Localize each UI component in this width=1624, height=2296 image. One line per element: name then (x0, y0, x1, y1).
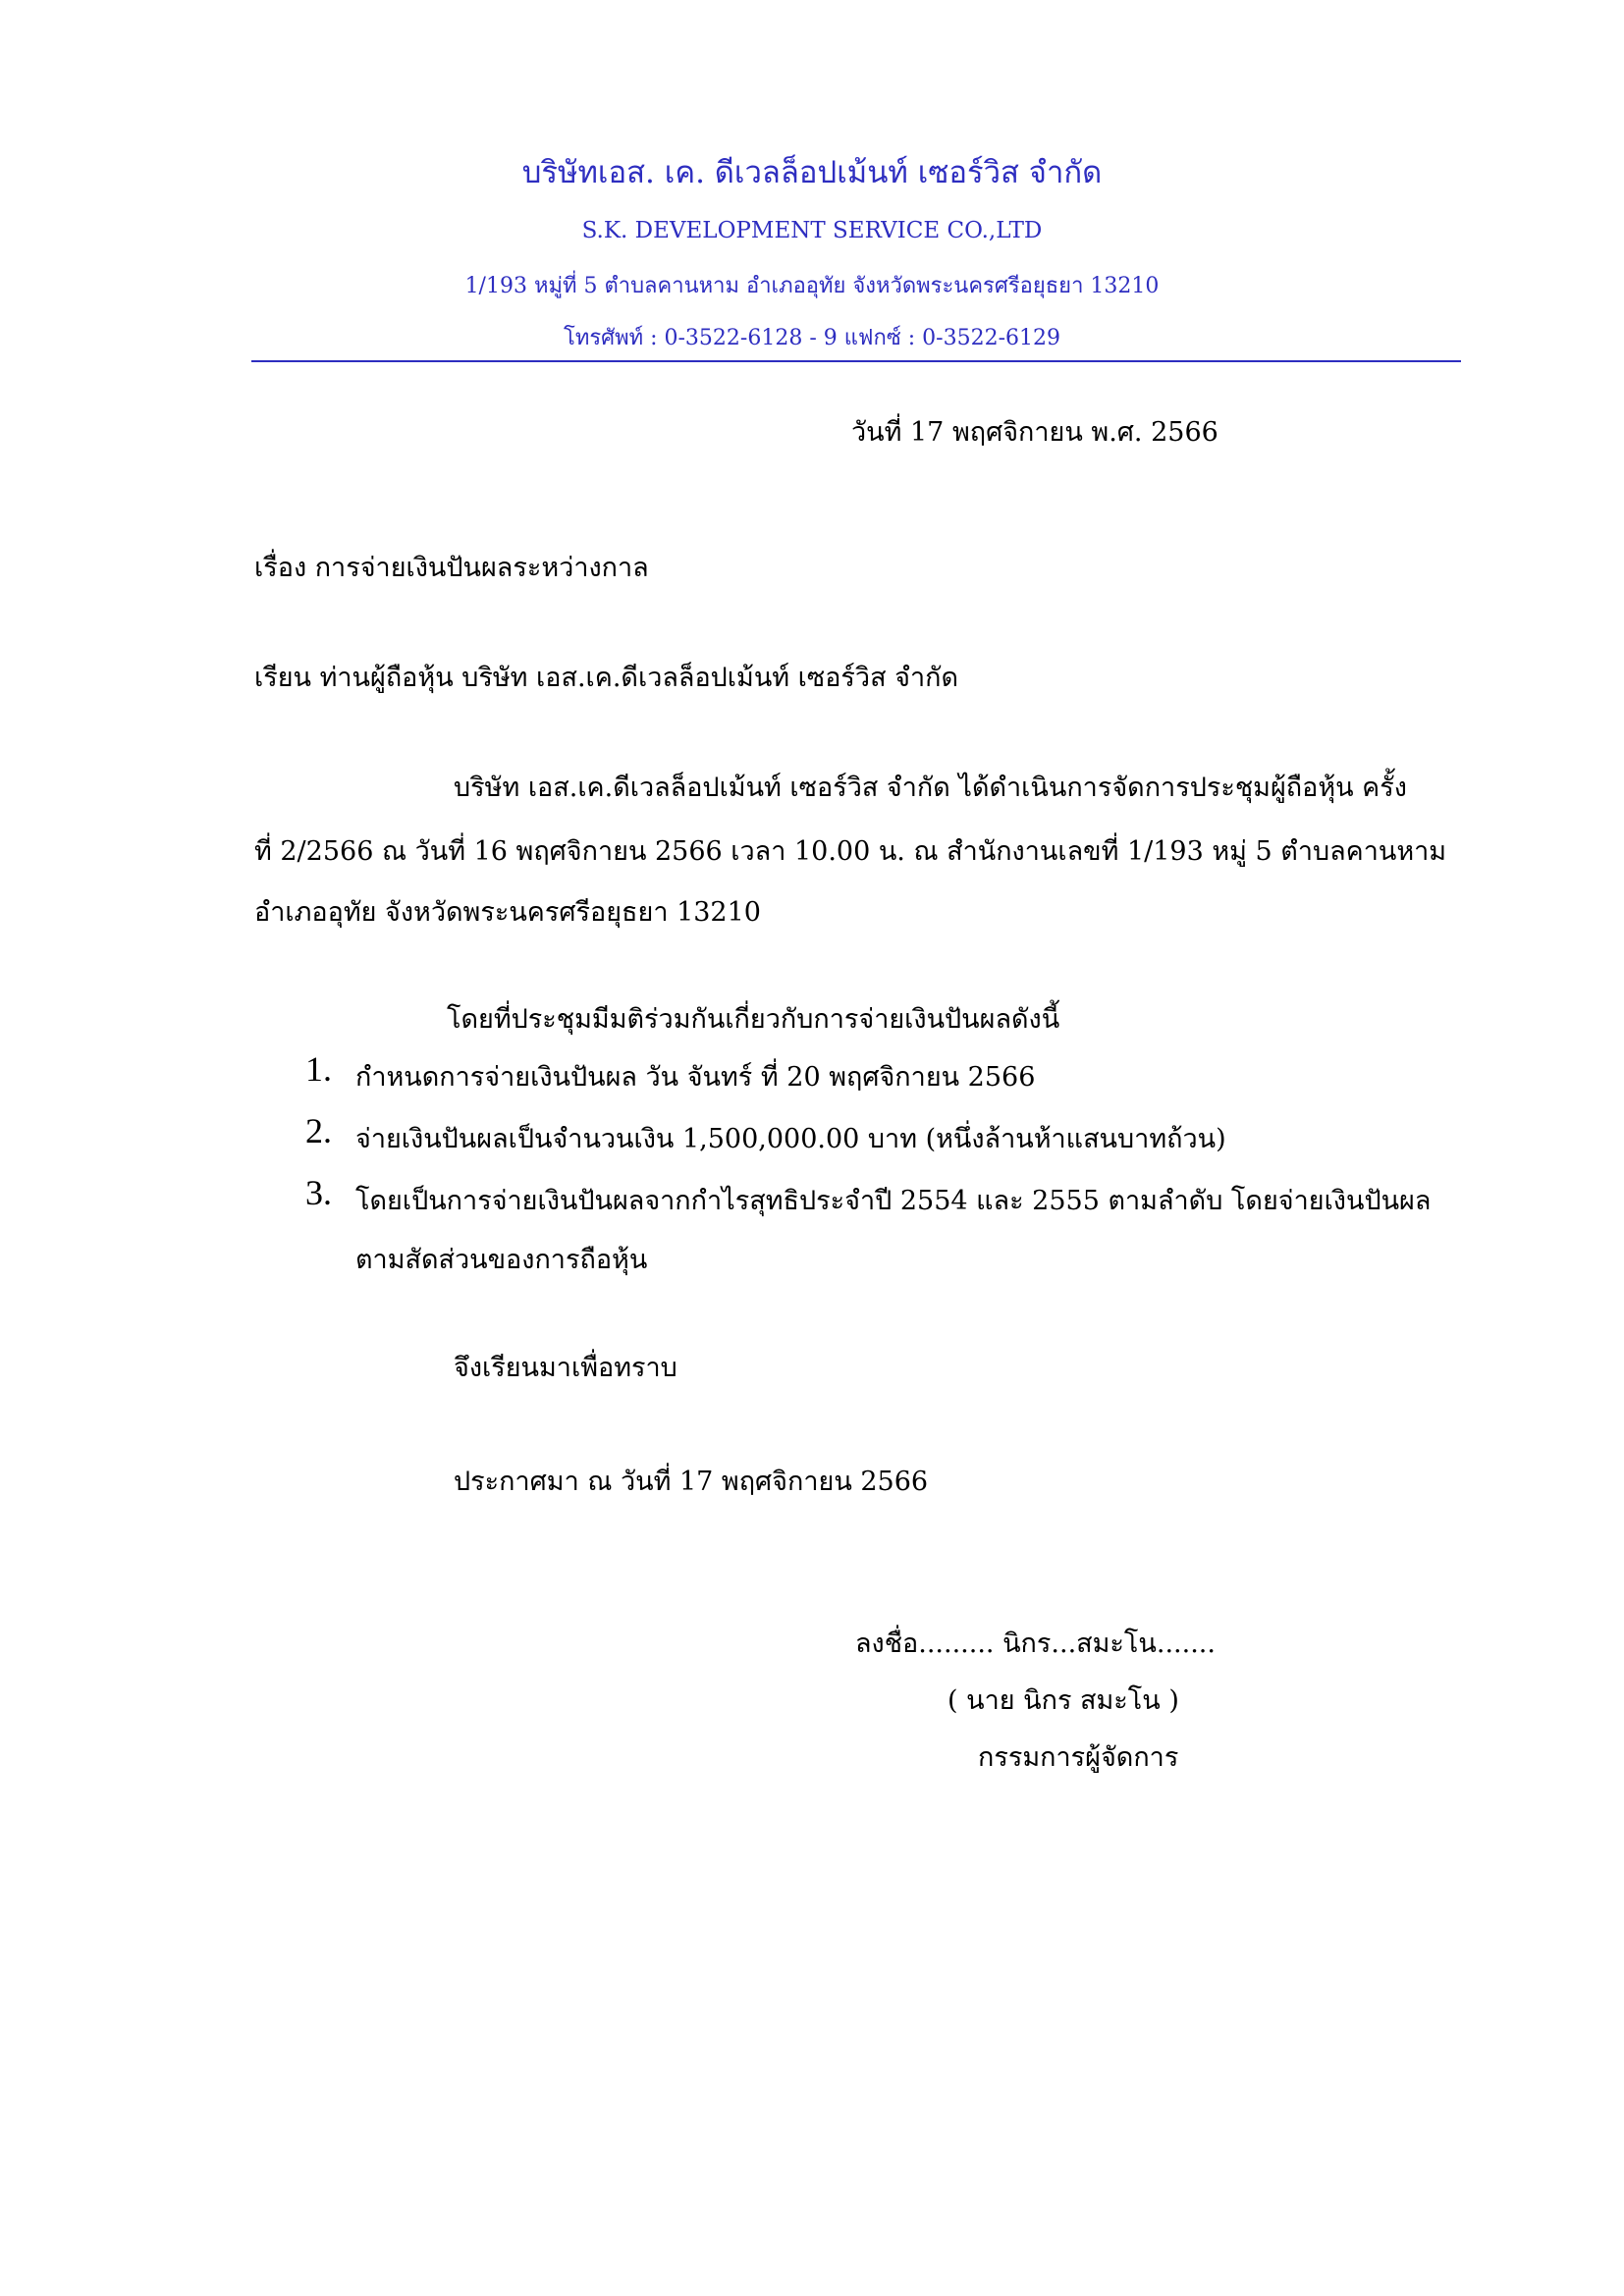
letter-closing: จึงเรียนมาเพื่อทราบ (454, 1353, 677, 1383)
list-item-text: จ่ายเงินปันผลเป็นจำนวนเงิน 1,500,000.00 บาท (หนึ่งล้านห้าแสนบาทถ้วน) (355, 1124, 1226, 1154)
company-name-english: S.K. DEVELOPMENT SERVICE CO.,LTD (581, 218, 1043, 243)
signature-line: ลงชื่อ......... นิกร...สมะโน....... (855, 1629, 1216, 1659)
body-paragraph-line: ที่ 2/2566 ณ วันที่ 16 พฤศจิกายน 2566 เวลา 10.00 น. ณ สำนักงานเลขที่ 1/193 หมู่ 5 ตำบลคานหาม (254, 836, 1447, 867)
list-item-number: 2. (305, 1111, 332, 1150)
list-item-text: โดยเป็นการจ่ายเงินปันผลจากกำไรสุทธิประจำปี 2554 และ 2555 ตามลำดับ โดยจ่ายเงินปันผล (355, 1186, 1432, 1216)
letter-salutation: เรียน ท่านผู้ถือหุ้น บริษัท เอส.เค.ดีเวลล็อปเม้นท์ เซอร์วิส จำกัด (254, 663, 959, 693)
letter-subject: เรื่อง การจ่ายเงินปันผลระหว่างกาล (254, 553, 649, 583)
resolution-intro: โดยที่ประชุมมีมติร่วมกันเกี่ยวกับการจ่ายเงินปันผลดังนี้ (447, 1004, 1060, 1035)
list-item-number: 3. (305, 1173, 332, 1212)
list-item-number: 1. (305, 1049, 332, 1089)
list-item-text: กำหนดการจ่ายเงินปันผล วัน จันทร์ ที่ 20 พฤศจิกายน 2566 (355, 1062, 1036, 1093)
company-address: 1/193 หมู่ที่ 5 ตำบลคานหาม อำเภออุทัย จังหวัดพระนครศรีอยุธยา 13210 (464, 274, 1160, 298)
company-name-thai: บริษัทเอส. เค. ดีเวลล็อปเม้นท์ เซอร์วิส จำกัด (521, 155, 1103, 190)
company-contact: โทรศัพท์ : 0-3522-6128 - 9 แฟกซ์ : 0-3522-6129 (564, 326, 1060, 350)
signatory-title: กรรมการผู้จัดการ (978, 1742, 1179, 1773)
body-paragraph-line: บริษัท เอส.เค.ดีเวลล็อปเม้นท์ เซอร์วิส จำกัด ได้ดำเนินการจัดการประชุมผู้ถือหุ้น ครั้ง (454, 773, 1407, 803)
body-paragraph-line: อำเภออุทัย จังหวัดพระนครศรีอยุธยา 13210 (254, 897, 761, 928)
list-item-text-continued: ตามสัดส่วนของการถือหุ้น (355, 1245, 648, 1275)
letter-date: วันที่ 17 พฤศจิกายน พ.ศ. 2566 (851, 417, 1218, 448)
letterhead-divider (251, 360, 1461, 362)
signatory-name: ( นาย นิกร สมะโน ) (947, 1685, 1179, 1716)
announcement-date: ประกาศมา ณ วันที่ 17 พฤศจิกายน 2566 (454, 1467, 929, 1497)
